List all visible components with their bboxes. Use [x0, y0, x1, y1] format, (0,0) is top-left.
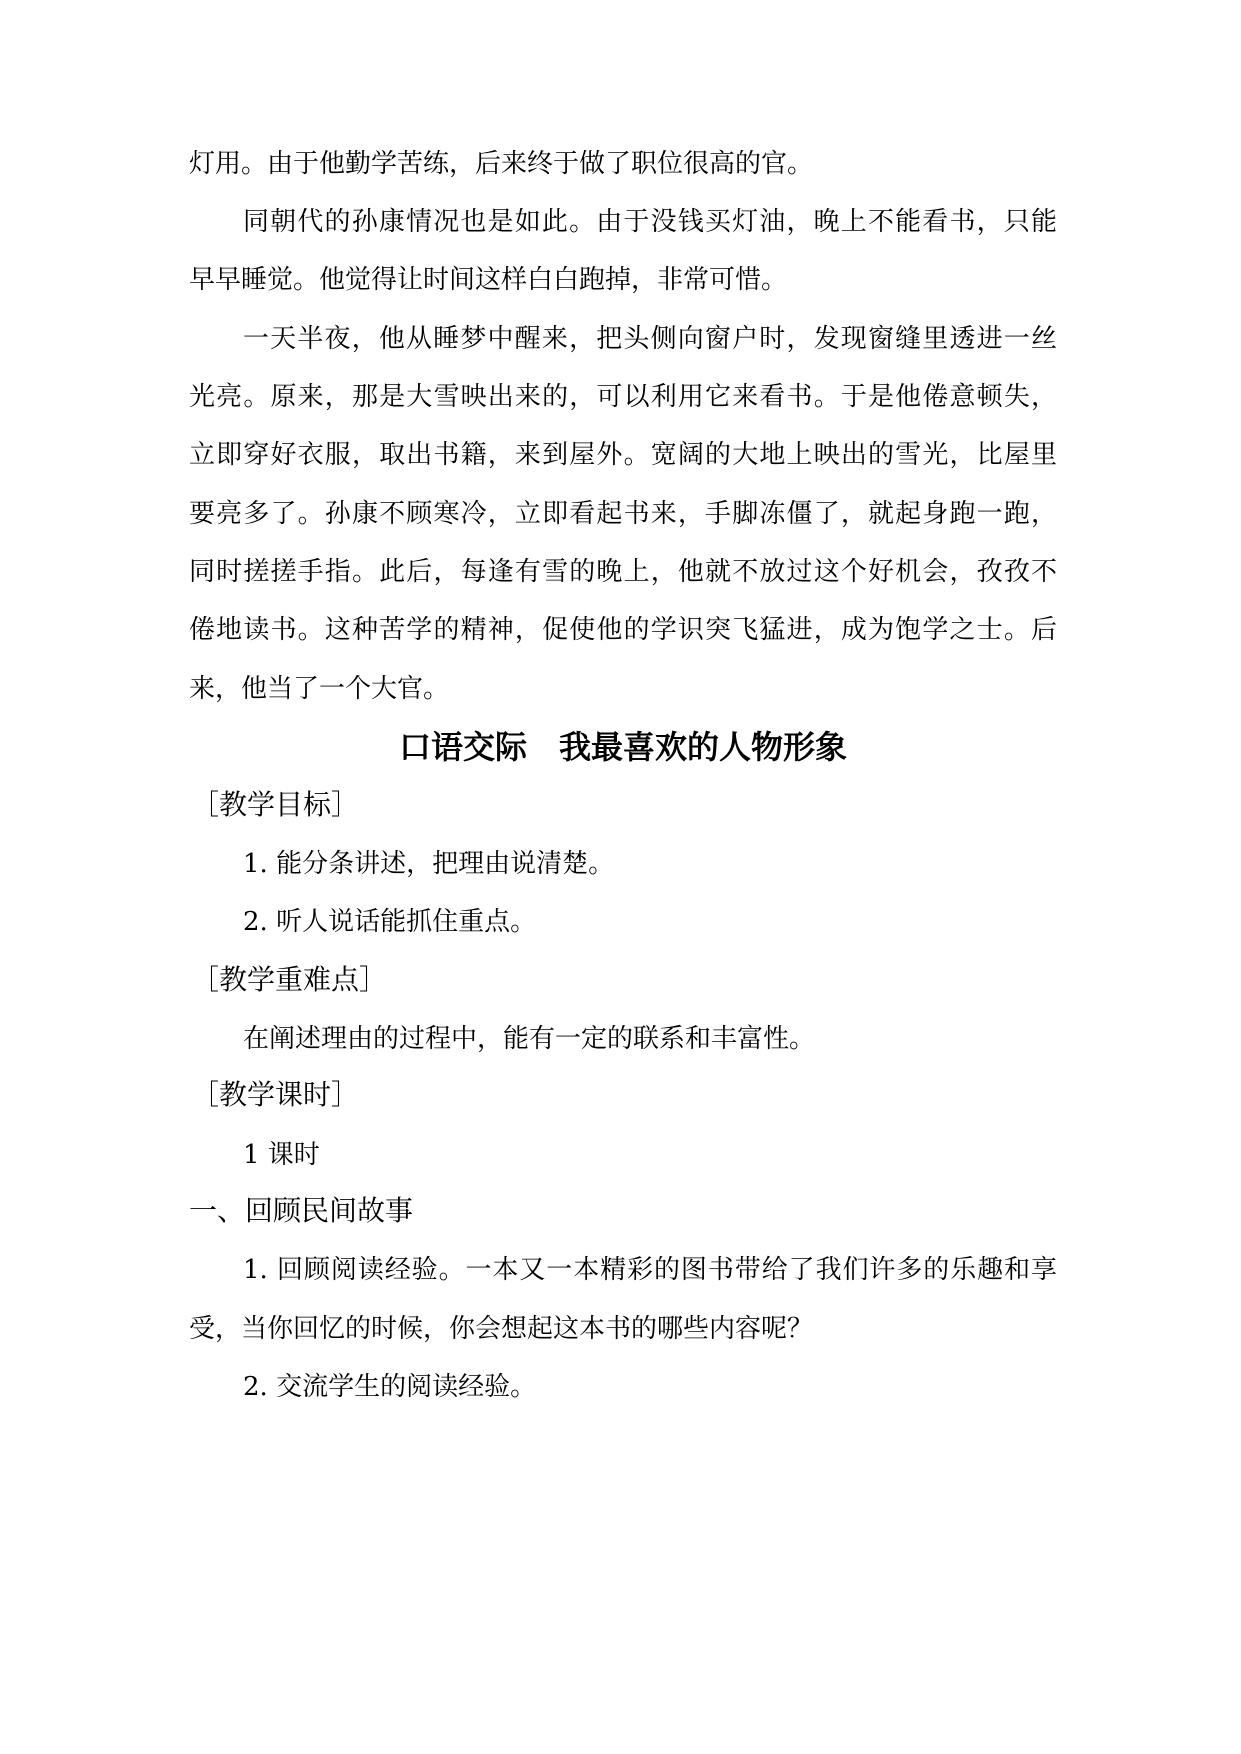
part1-line: 受，当你回忆的时候，你会想起这本书的哪些内容呢？: [189, 1314, 814, 1344]
key-points-text: 在阐述理由的过程中，能有一定的联系和丰富性。: [243, 1024, 816, 1054]
story-line: 一天半夜，他从睡梦中醒来，把头侧向窗户时，发现窗缝里透进一丝: [243, 324, 1057, 354]
periods-heading: ［教学课时］: [191, 1078, 360, 1111]
part1-line: 1. 回顾阅读经验。一本又一本精彩的图书带给了我们许多的乐趣和享: [243, 1255, 1057, 1285]
story-line: 早早睡觉。他觉得让时间这样白白跑掉，非常可惜。: [189, 265, 788, 295]
story-line: 来，他当了一个大官。: [189, 674, 450, 704]
part1-heading: 一、回顾民间故事: [189, 1194, 414, 1227]
goals-heading: ［教学目标］: [191, 788, 360, 821]
story-line: 光亮。原来，那是大雪映出来的，可以利用它来看书。于是他倦意顿失，: [189, 382, 1057, 412]
goal-item: 2. 听人说话能抓住重点。: [243, 907, 537, 937]
periods-text: 1 课时: [243, 1140, 320, 1170]
story-line: 立即穿好衣服，取出书籍，来到屋外。宽阔的大地上映出的雪光，比屋里: [189, 440, 1057, 470]
story-line: 灯用。由于他勤学苦练，后来终于做了职位很高的官。: [189, 149, 814, 179]
story-line: 倦地读书。这种苦学的精神，促使他的学识突飞猛进，成为饱学之士。后: [189, 615, 1057, 645]
story-line: 要亮多了。孙康不顾寒冷，立即看起书来，手脚冻僵了，就起身跑一跑，: [189, 499, 1057, 529]
goal-item: 1. 能分条讲述，把理由说清楚。: [243, 849, 615, 879]
story-line: 同朝代的孙康情况也是如此。由于没钱买灯油，晚上不能看书，只能: [243, 207, 1057, 237]
key-points-heading: ［教学重难点］: [191, 963, 388, 996]
part1-line: 2. 交流学生的阅读经验。: [243, 1372, 537, 1402]
lesson-title: 口语交际 我最喜欢的人物形象: [398, 728, 847, 766]
story-line: 同时搓搓手指。此后，每逢有雪的晚上，他就不放过这个好机会，孜孜不: [189, 557, 1057, 587]
